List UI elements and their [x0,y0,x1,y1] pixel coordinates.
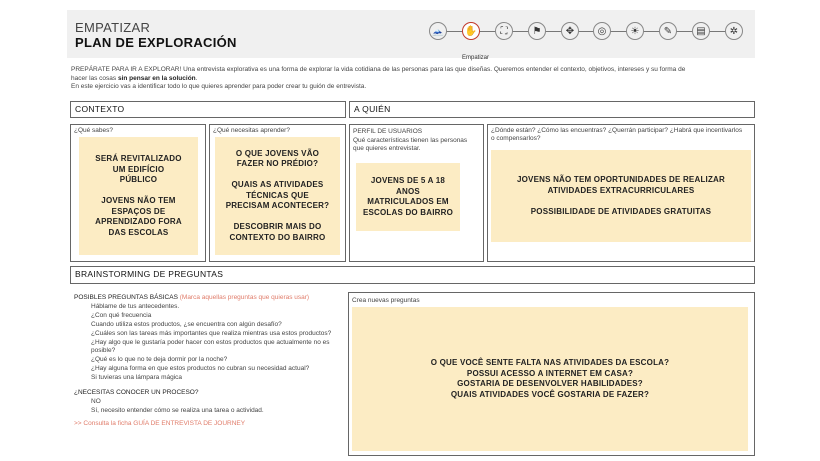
target-step-icon[interactable]: ◎ [593,22,611,40]
arrows-step-icon[interactable]: ✥ [561,22,579,40]
donde-estan-label: ¿Dónde están? ¿Cómo las encuentras? ¿Querrán participar? ¿Habrá que incentivarlos o compensarlos? [491,127,743,142]
perfil-usuarios-description: Qué características tienen las personas que quieres entrevistar. [353,137,468,152]
que-sabes-sticky-note[interactable]: SERÁ REVITALIZADO UM EDIFÍCIO PÚBLICO JOVENS NÃO TEM ESPAÇOS DE APRENDIZADO FORA DAS ESCOLAS [79,137,198,255]
proceso-option-item[interactable]: Sí, necesito entender cómo se realiza una tarea o actividad. [91,406,264,414]
pregunta-basica-item[interactable]: ¿Hay alguna forma en que estos productos no cubran su necesidad actual? [91,365,310,373]
preguntas-basicas-heading: POSIBLES PREGUNTAS BÁSICAS (Marca aquellas preguntas que quieras usar) [74,294,310,301]
intro-line-1: PREPÁRATE PARA IR A EXPLORAR! Una entrevista explorativa es una forma de explorar la vida cotidiana de las personas para las que diseñas. Queremos entender el contexto, objetivos, intereses y su forma de [71,66,686,73]
nuevas-preguntas-sticky-note[interactable]: O QUE VOCÊ SENTE FALTA NAS ATIVIDADES DA ESCOLA? POSSUI ACESSO A INTERNET EM CASA? GOSTARIA DE DESENVOLVER HABILIDADES? QUAIS ATIVIDADES VOCÊ GOSTARIA DE FAZER? [352,307,748,451]
nuevas-preguntas-box[interactable] [348,292,755,456]
pregunta-basica-item[interactable]: ¿Qué es lo que no te deja dormir por la noche? [91,356,228,364]
intro-line-2: hacer las cosas sin pensar en la solución. [71,74,198,82]
que-aprender-label: ¿Qué necesitas aprender? [213,127,290,134]
intro-text [71,66,761,92]
intro-line-3: En este ejercicio vas a identificar todo lo que quieres aprender para poder crear tu guión de entrevista. [71,83,367,91]
perfil-usuarios-label: PERFIL DE USUARIOS [353,128,423,135]
guia-entrevista-link[interactable]: >> Consulta la ficha GUÍA DE ENTREVISTA DE JOURNEY [74,419,246,427]
intro-emphasis: sin pensar en la solución [117,74,196,82]
a-quien-header-box [349,101,755,118]
que-aprender-box[interactable] [209,124,346,262]
pregunta-basica-item[interactable]: Cuando utiliza estos productos, ¿se encuentra con algún desafío? [91,320,282,328]
que-sabes-box[interactable] [70,124,206,262]
page-title: EMPATIZAR [75,20,151,35]
signpost-step-icon[interactable]: ⚑ [528,22,546,40]
que-aprender-sticky-note[interactable]: O QUE JOVENS VÃO FAZER NO PRÉDIO? QUAIS AS ATIVIDADES TÉCNICAS QUE PRECISAM ACONTECER? DESCOBRIR MAIS DO CONTEXTO DO BAIRRO [215,137,340,255]
pregunta-basica-item[interactable]: ¿Hay algo que le gustaría poder hacer con estos productos que actualmente no es posible? [91,338,330,355]
page-subtitle: PLAN DE EXPLORACIÓN [75,35,237,50]
network-step-icon[interactable]: ✲ [725,22,743,40]
active-step-label: Empatizar [462,55,490,61]
donde-estan-box[interactable] [487,124,755,262]
pregunta-basica-item[interactable]: ¿Cuáles son las tareas más importantes que realiza mientras usa estos productos? [91,329,332,337]
pregunta-basica-item[interactable]: ¿Con qué frecuencia [91,311,152,319]
contexto-header-box [70,101,346,118]
pregunta-basica-item[interactable]: Si tuvieras una lámpara mágica [91,374,183,382]
perfil-usuarios-sticky-note[interactable]: JOVENS DE 5 A 18 ANOS MATRICULADOS EM ESCOLAS DO BAIRRO [356,163,460,231]
bulb-step-icon[interactable]: ☀ [626,22,644,40]
frame-step-icon[interactable]: ⛶ [495,22,513,40]
contexto-title: CONTEXTO [75,104,125,114]
process-steps [429,21,745,41]
proceso-option-item[interactable]: NO [91,397,101,405]
perfil-usuarios-box[interactable] [349,124,484,262]
preguntas-basicas-hint: (Marca aquellas preguntas que quieras usar) [179,294,310,301]
page-header [67,10,755,61]
que-sabes-label: ¿Qué sabes? [74,127,114,134]
nuevas-preguntas-label: Crea nuevas preguntas [352,297,420,304]
list-step-icon[interactable]: ▤ [692,22,710,40]
donde-estan-sticky-note[interactable]: JOVENS NÃO TEM OPORTUNIDADES DE REALIZAR ATIVIDADES EXTRACURRICULARES POSSIBILIDADE DE ATIVIDADES GRATUITAS [491,150,751,242]
pencil-step-icon[interactable]: ✎ [659,22,677,40]
a-quien-title: A QUIÉN [354,104,391,114]
brainstorming-header-box [70,266,755,284]
preguntas-basicas-section [74,294,344,429]
steps-connector-line [439,31,735,32]
pregunta-basica-item[interactable]: Háblame de tus antecedentes. [91,302,180,310]
proceso-heading: ¿NECESITAS CONOCER UN PROCESO? [74,389,199,397]
brainstorming-title: BRAINSTORMING DE PREGUNTAS [75,269,224,279]
mountain-step-icon[interactable]: 🗻 [429,22,447,40]
hand-step-icon[interactable]: ✋ [462,22,480,40]
